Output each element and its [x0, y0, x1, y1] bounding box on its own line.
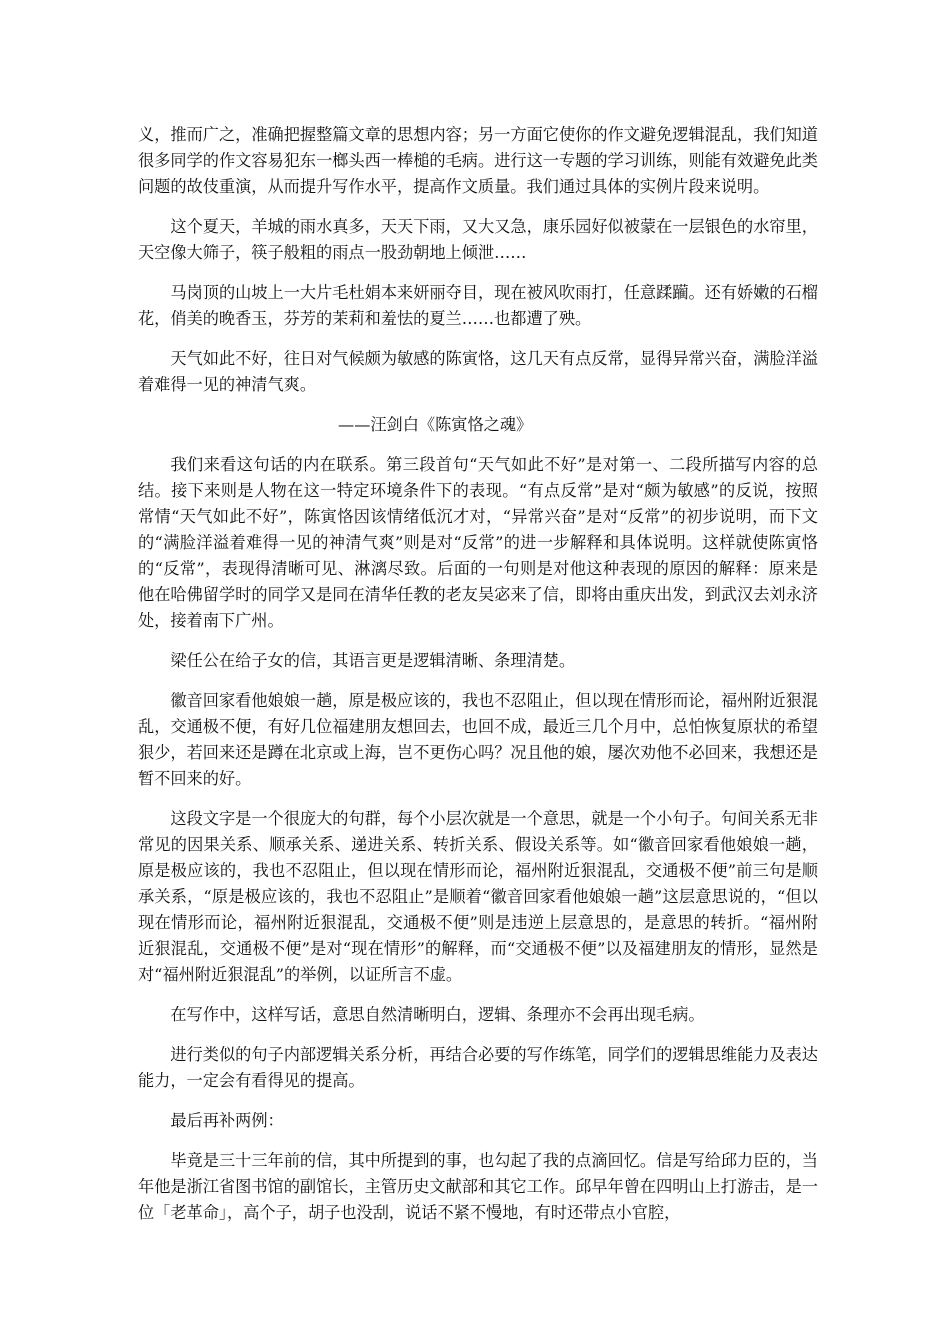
- paragraph-intro-continuation: 义，推而广之，准确把握整篇文章的思想内容；另一方面它使你的作文避免逻辑混乱，我们知道很多同学的作文容易犯东一榔头西一棒槌的毛病。进行这一专题的学习训练，则能有效避免此类问题的故伎重演，从而提升写作水平，提高作文质量。我们通过具体的实例片段来说明。: [138, 125, 818, 196]
- quote-paragraph-letter: 徽音回家看他娘娘一趟，原是极应该的，我也不忍阻止，但以现在情形而论，福州附近狠混乱，交通极不便，有好几位福建朋友想回去，也回不成，最近三几个月中，总怕恢复原状的希望狠少，若回来还是蹲在北京或上海，岂不更伤心吗？况且他的娘，屡次劝他不必回来，我想还是暂不回来的好。: [138, 691, 818, 788]
- quote-paragraph-chen-yinke: 天气如此不好，往日对气候颇为敏感的陈寅恪，这几天有点反常，显得异常兴奋，满脸洋溢着难得一见的神清气爽。: [138, 349, 818, 394]
- analysis-paragraph-1: 我们来看这句话的内在联系。第三段首句“天气如此不好”是对第一、二段所描写内容的总结。接下来则是人物在这一特定环境条件下的表现。“有点反常”是对“颇为敏感”的反说，按照常情“天气如此不好”，陈寅恪因该情绪低沉才对，“异常兴奋”是对“反常”的初步说明，而下文的“满脸洋溢着难得一见的神清气爽”则是对“反常”的进一步解释和具体说明。这样就使陈寅恪的“反常”，表现得清晰可见、淋漓尽致。后面的一句则是对他这种表现的原因的解释：原来是他在哈佛留学时的同学又是同在清华任教的老友吴宓来了信，即将由重庆出发，到武汉去刘永济处，接着南下广州。: [138, 455, 818, 630]
- paragraph-writing-clarity: 在写作中，这样写话，意思自然清晰明白，逻辑、条理亦不会再出现毛病。: [170, 1005, 705, 1024]
- quote-paragraph-flowers: 马岗顶的山坡上一大片毛杜娟本来妍丽夺目，现在被风吹雨打，任意蹂躏。还有娇嫩的石榴花，俏美的晚香玉，芬芳的茉莉和羞怯的夏兰……也都遭了殃。: [138, 283, 818, 328]
- paragraph-practice-advice: 进行类似的句子内部逻辑关系分析，再结合必要的写作练笔，同学们的逻辑思维能力及表达能力，一定会有看得见的提高。: [138, 1045, 818, 1090]
- paragraph-two-more-examples: 最后再补两例：: [170, 1111, 284, 1130]
- quote-paragraph-summer-rain: 这个夏天，羊城的雨水真多，天天下雨，又大又急，康乐园好似被蒙在一层银色的水帘里，天空像大筛子，筷子般粗的雨点一股劲朝地上倾泄……: [138, 217, 818, 262]
- quote-attribution: ——汪剑白《陈寅恪之魂》: [338, 415, 533, 434]
- paragraph-liang-rengong-intro: 梁任公在给子女的信，其语言更是逻辑清晰、条理清楚。: [170, 651, 576, 670]
- quote-paragraph-qiu-lichen: 毕竟是三十三年前的信，其中所提到的事，也勾起了我的点滴回忆。信是写给邱力臣的，当年他是浙江省图书馆的副馆长，主管历史文献部和其它工作。邱早年曾在四明山上打游击，是一位「老革命」，高个子，胡子也没刮，说话不紧不慢地，有时还带点小官腔，: [138, 1151, 818, 1222]
- analysis-paragraph-2: 这段文字是一个很庞大的句群，每个小层次就是一个意思，就是一个小句子。句间关系无非常见的因果关系、顺承关系、递进关系、转折关系、假设关系等。如“徽音回家看他娘娘一趟，原是极应该的，我也不忍阻止，但以现在情形而论，福州附近狠混乱，交通极不便”前三句是顺承关系，“原是极应该的，我也不忍阻止”是顺着“徽音回家看他娘娘一趟”这层意思说的，“但以现在情形而论，福州附近狠混乱，交通极不便”则是违逆上层意思的，是意思的转折。“福州附近狠混乱，交通极不便”是对“现在情形”的解释，而“交通极不便”以及福建朋友的情形，显然是对“福州附近狠混乱”的举例，以证所言不虚。: [138, 809, 818, 984]
- document-page: [138, 122, 818, 1240]
